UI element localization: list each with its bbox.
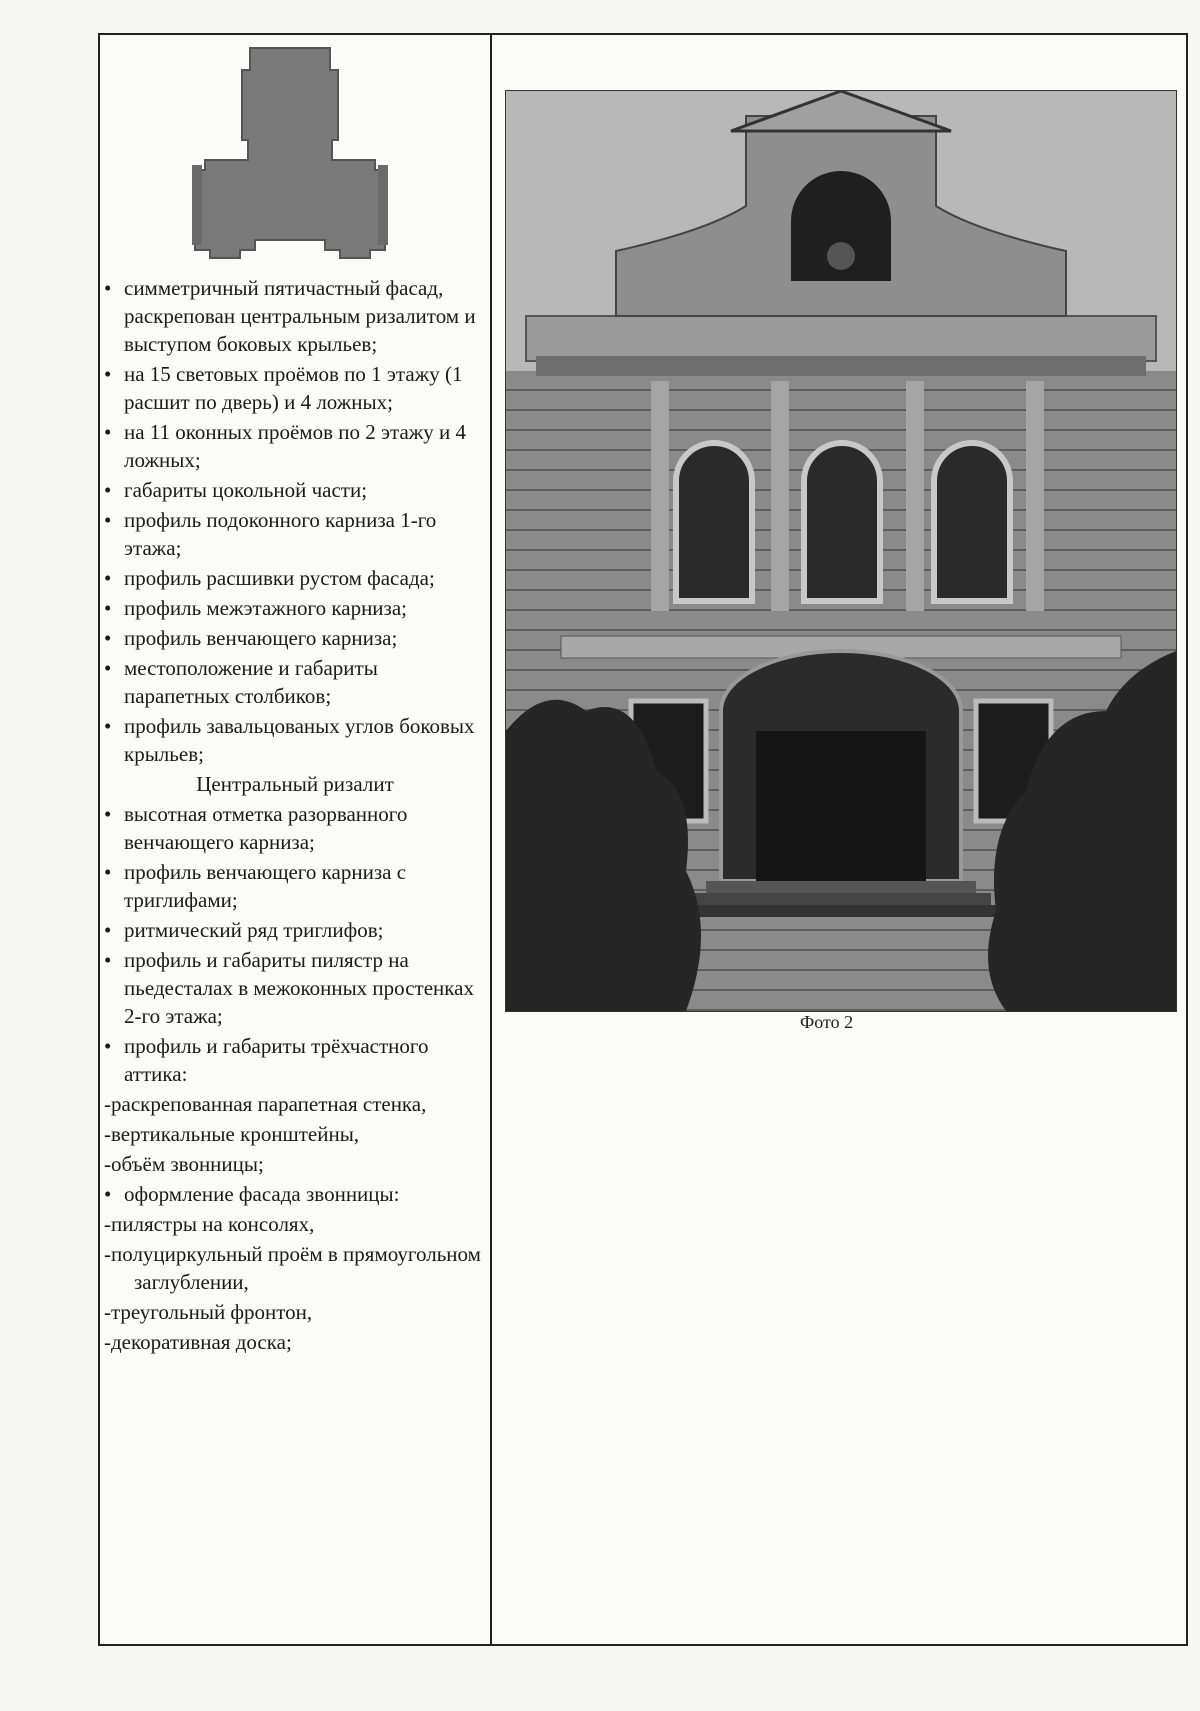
list-item-text: профиль подоконного карниза 1-го этажа; <box>124 508 437 560</box>
list-item <box>104 624 486 652</box>
list-item <box>104 712 486 768</box>
list-item <box>104 476 486 504</box>
list-item <box>104 858 486 914</box>
list-item-text: симметричный пятичастный фасад, раскрепован центральным ризалитом и выступом боковых крыльев; <box>124 276 476 356</box>
list-item-text: профиль межэтажного карниза; <box>124 596 407 620</box>
list-item <box>104 946 486 1030</box>
bullet-icon: • <box>104 362 112 386</box>
list-item-text: габариты цокольной части; <box>124 478 368 502</box>
list-item <box>104 274 486 358</box>
sub-list-item: -вертикальные кронштейны, <box>104 1122 360 1146</box>
bullet-icon: • <box>104 918 112 942</box>
list-item <box>104 654 486 710</box>
floor-plan-image <box>180 40 400 270</box>
bullet-icon: • <box>104 276 112 300</box>
bullet-icon: • <box>104 508 112 532</box>
list-item <box>104 360 486 416</box>
photo-caption: Фото 2 <box>800 1012 854 1032</box>
list-item-text: профиль расшивки рустом фасада; <box>124 566 435 590</box>
list-item <box>104 418 486 474</box>
list-item-text: на 11 оконных проёмов по 2 этажу и 4 ложных; <box>124 420 467 472</box>
bullet-icon: • <box>104 596 112 620</box>
building-photo <box>505 90 1177 1012</box>
sub-list-item: -полуциркульный проём в прямоугольном заглублении, <box>104 1242 481 1294</box>
list-item-text: профиль венчающего карниза; <box>124 626 398 650</box>
bullet-icon: • <box>104 714 112 738</box>
bullet-icon: • <box>104 656 112 680</box>
bullet-icon: • <box>104 420 112 444</box>
list-item <box>104 564 486 592</box>
list-item <box>104 916 486 944</box>
list-item-text: оформление фасада звонницы: <box>124 1182 400 1206</box>
sub-list-item: -треугольный фронтон, <box>104 1300 313 1324</box>
bullet-icon: • <box>104 860 112 884</box>
sub-list-item: -объём звонницы; <box>104 1152 264 1176</box>
section-heading: Центральный ризалит <box>196 772 394 796</box>
bullet-icon: • <box>104 1034 112 1058</box>
list-item-text: профиль завальцованых углов боковых крыльев; <box>124 714 475 766</box>
bullet-icon: • <box>104 1182 112 1206</box>
floor-plan-shape <box>195 48 385 258</box>
list-item-text: ритмический ряд триглифов; <box>124 918 384 942</box>
list-item-text: профиль и габариты трёхчастного аттика: <box>124 1034 429 1086</box>
list-item <box>104 1180 486 1208</box>
bullet-icon: • <box>104 802 112 826</box>
list-item <box>104 506 486 562</box>
bullet-icon: • <box>104 566 112 590</box>
list-item-text: профиль венчающего карниза с триглифами; <box>124 860 407 912</box>
list-item-text: профиль и габариты пилястр на пьедесталах в межоконных простенках 2-го этажа; <box>124 948 474 1028</box>
list-item <box>104 1032 486 1088</box>
bullet-icon: • <box>104 478 112 502</box>
sub-list-item: -пилястры на консолях, <box>104 1212 315 1236</box>
list-item-text: на 15 световых проёмов по 1 этажу (1 расшит по дверь) и 4 ложных; <box>124 362 463 414</box>
list-item <box>104 594 486 622</box>
list-item-text: высотная отметка разорванного венчающего карниза; <box>124 802 408 854</box>
bullet-icon: • <box>104 948 112 972</box>
list-item <box>104 800 486 856</box>
sub-list-item: -декоративная доска; <box>104 1330 292 1354</box>
requirements-list <box>104 274 486 1358</box>
list-item-text: местоположение и габариты парапетных столбиков; <box>124 656 378 708</box>
column-divider <box>490 33 492 1646</box>
bullet-icon: • <box>104 626 112 650</box>
sub-list-item: -раскрепованная парапетная стенка, <box>104 1092 427 1116</box>
